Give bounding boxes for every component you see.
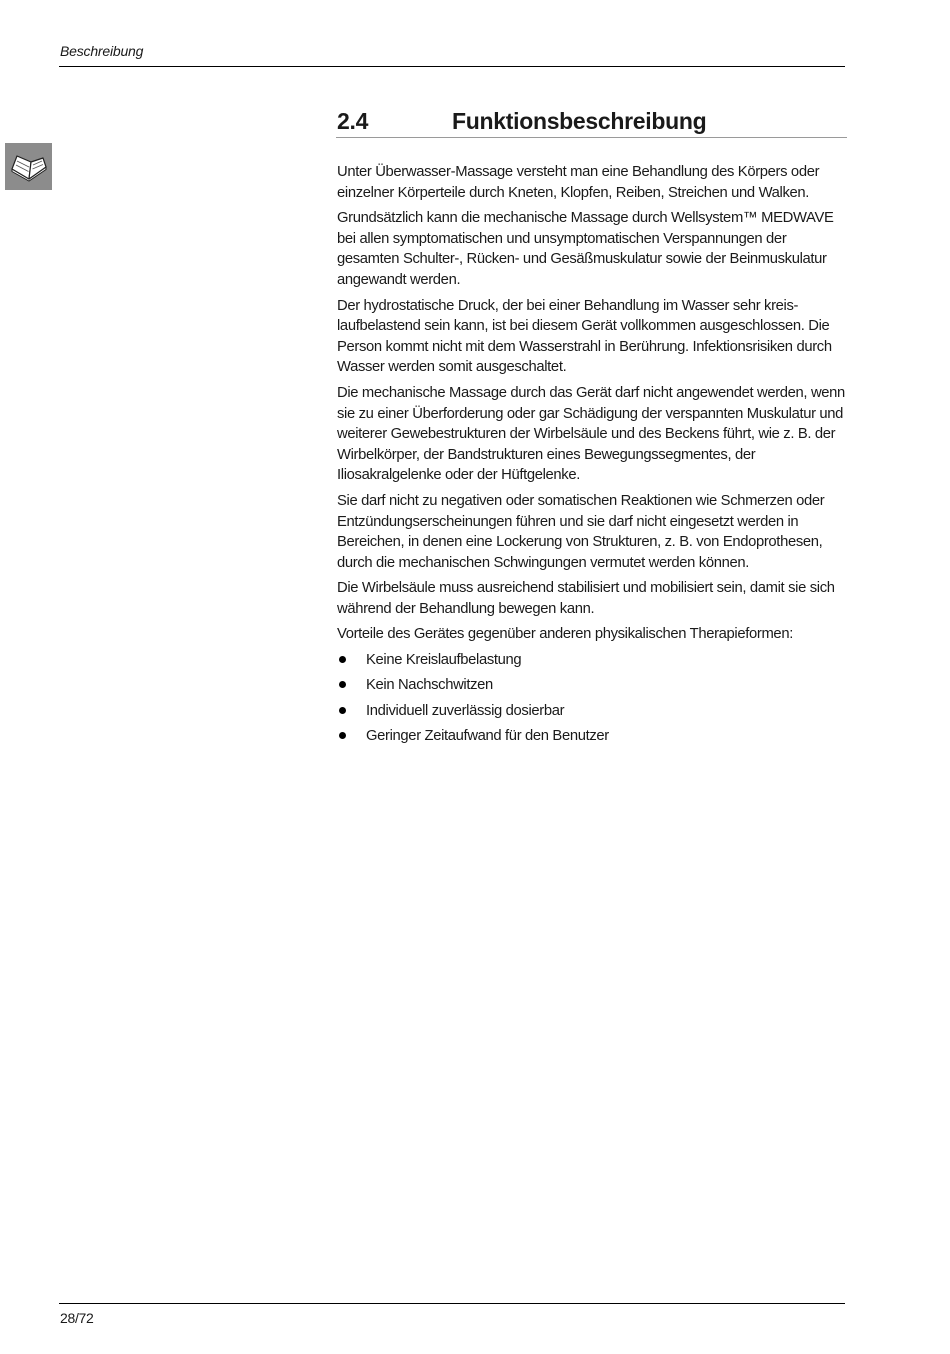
paragraph: Vorteile des Gerätes gegenüber anderen physikalischen Therapieformen: [337, 626, 793, 643]
bullet-icon [339, 707, 346, 714]
paragraph: Die Wirbelsäule muss ausreichend stabilisiert und mobilisiert sein, damit sie sich während der Behandlung bewegen kann. [337, 580, 835, 617]
list-item-text: Keine Kreislaufbelastung [366, 652, 522, 669]
list-item-text: Individuell zuverlässig dosierbar [366, 702, 565, 719]
advantages-list [337, 650, 849, 747]
list-item [337, 675, 849, 696]
bullet-icon [339, 681, 346, 688]
bullet-icon [339, 656, 346, 663]
header-divider [59, 66, 845, 67]
heading-underline [336, 137, 847, 138]
open-book-icon-glyph [9, 152, 49, 182]
list-item [337, 701, 849, 722]
body-text [337, 162, 849, 752]
paragraph: Der hydrostatische Druck, der bei einer Behandlung im Wasser sehr kreislaufbelastend sein kann, ist bei diesem Gerät vollkommen ausgeschlossen. Die Person kommt nicht mit dem Wasserstrahl in Berührung. Infektionsrisiken durch Wasser werden somit ausgeschaltet. [337, 297, 832, 376]
section-title: Funktionsbeschreibung [452, 108, 707, 134]
paragraph: Sie darf nicht zu negativen oder somatischen Reaktionen wie Schmerzen oder Entzündungserscheinungen führen und sie darf nicht eingesetzt werden in Bereichen, in denen eine Lockerung von Strukturen, z. B. von Endoprothesen, durch die mechanischen Schwingungen vermutet werden können. [337, 492, 825, 571]
section-number: 2.4 [337, 108, 369, 134]
open-book-icon [5, 143, 52, 190]
paragraph: Die mechanische Massage durch das Gerät darf nicht angewendet werden, wenn sie zu einer Überforderung oder gar Schädigung der verspannten Muskulatur und weiterer Gewebestrukturen der Wirbelsäule und des Beckens führt, wie z. B. der Wirbelkörper, der Bandstrukturen eines Bewegungssegmentes, der Iliosakralgelenke oder der Hüftgelenke. [337, 384, 845, 484]
page-number: 28/72 [60, 1310, 94, 1326]
bullet-icon [339, 732, 346, 739]
list-item-text: Geringer Zeitaufwand für den Benutzer [366, 728, 609, 745]
list-item [337, 650, 849, 671]
running-header: Beschreibung [60, 43, 144, 59]
paragraph: Unter Überwasser-Massage versteht man eine Behandlung des Körpers oder einzelner Körperteile durch Kneten, Klopfen, Reiben, Streichen und Walken. [337, 164, 820, 201]
list-item [337, 726, 849, 747]
paragraph: Grundsätzlich kann die mechanische Massage durch Wellsystem™ MEDWAVE bei allen symptomatischen und unsymptomatischen Verspannungen der gesamten Schulter-, Rücken- und Gesäßmuskulatur sowie der Beinmuskulatur angewandt werden. [337, 210, 834, 288]
footer-divider [59, 1303, 845, 1304]
list-item-text: Kein Nachschwitzen [366, 677, 493, 694]
section-heading [337, 108, 847, 138]
